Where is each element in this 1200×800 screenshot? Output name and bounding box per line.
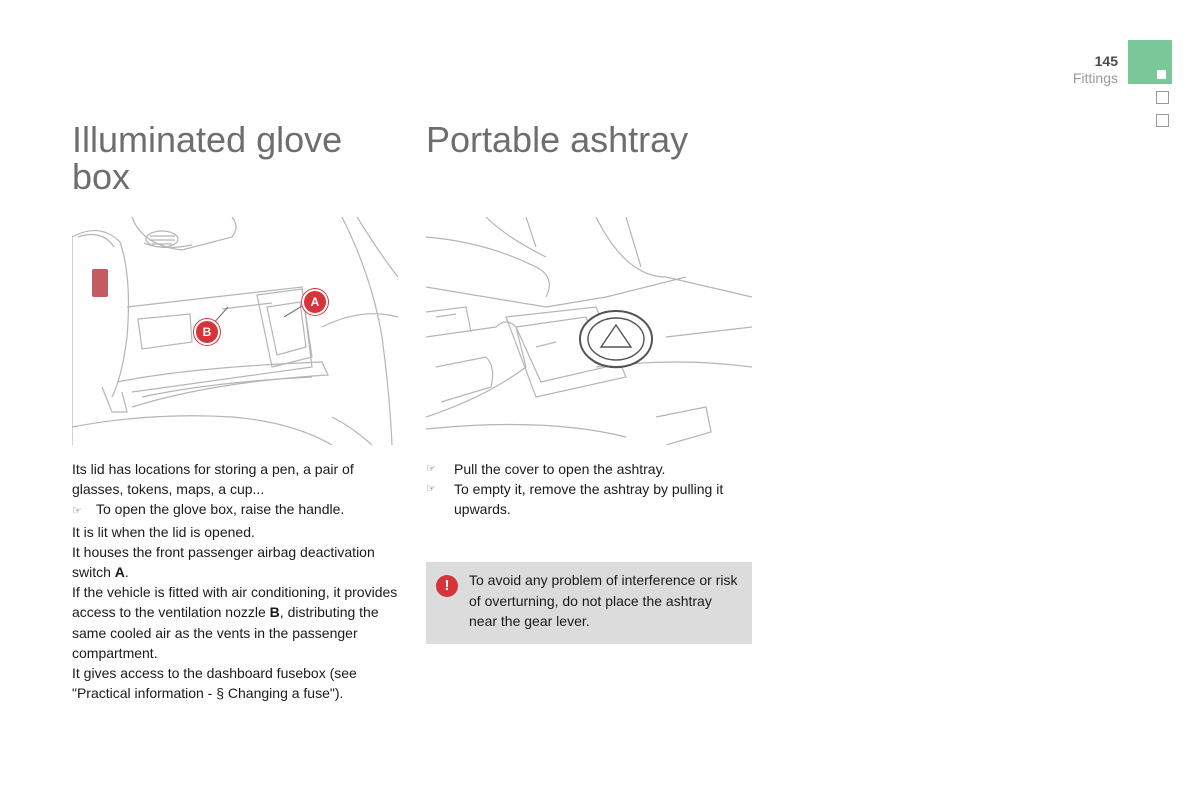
glove-box-step-text: To open the glove box, raise the handle. [96, 501, 345, 518]
section-name: Fittings [1072, 70, 1118, 86]
nozzle-ref: B [269, 604, 280, 621]
airbag-label-icon [92, 269, 108, 297]
callout-a-badge [302, 289, 328, 315]
ashtray-cup-icon [576, 307, 656, 373]
exclamation-icon: ! [436, 575, 458, 597]
ashtray-step [426, 479, 756, 519]
warning-text: To avoid any problem of interference or risk of overturning, do not place the ashtray near the gear lever. [469, 572, 738, 629]
glove-box-para-text: If the vehicle is fitted with air conditioning, it provides access to the ventilation nozzle [72, 584, 398, 621]
glove-box-title-line1: Illuminated glove [72, 119, 343, 160]
glove-box-illustration [72, 217, 398, 445]
chapter-marker-active [1157, 70, 1166, 79]
glove-box-step [72, 499, 402, 521]
page-number: 145 [1094, 53, 1118, 69]
ashtray-steps [426, 459, 756, 520]
glove-box-text [72, 459, 402, 703]
glove-box-para [72, 542, 402, 582]
glove-box-para: Its lid has locations for storing a pen, a pair of glasses, tokens, maps, a cup... [72, 461, 354, 498]
ashtray-step [426, 459, 756, 479]
glove-box-para-text: , distributing the same cooled air as the vents in the passenger compartment. [72, 604, 379, 661]
warning-box [426, 562, 752, 644]
glove-box-para-text: It houses the front passenger airbag deactivation switch [72, 543, 375, 581]
ashtray-title: Portable ashtray [426, 119, 689, 160]
glove-box-para: It is lit when the lid is opened. [72, 523, 255, 540]
glove-box-title [72, 121, 342, 195]
chapter-marker [1156, 91, 1169, 104]
pointing-hand-icon: ☞ [72, 505, 82, 518]
callout-b-badge [194, 319, 220, 345]
chapter-marker [1156, 114, 1169, 127]
switch-ref: A [114, 564, 125, 581]
callout-b-label: B [202, 325, 212, 339]
glove-box-para: It gives access to the dashboard fusebox (see "Practical information - § Changing a fuse"). [72, 665, 357, 702]
ashtray-step-text: Pull the cover to open the ashtray. [454, 461, 666, 477]
glove-box-title-line2: box [72, 156, 131, 197]
glove-box-para-text: . [124, 564, 129, 581]
glove-box-para [72, 582, 402, 663]
callout-a-label: A [310, 295, 320, 309]
ashtray-illustration [426, 217, 752, 445]
ashtray-step-text: To empty it, remove the ashtray by pulling it upwards. [454, 481, 724, 518]
pointing-hand-icon: ☞ [426, 463, 436, 475]
pointing-hand-icon: ☞ [426, 483, 436, 496]
